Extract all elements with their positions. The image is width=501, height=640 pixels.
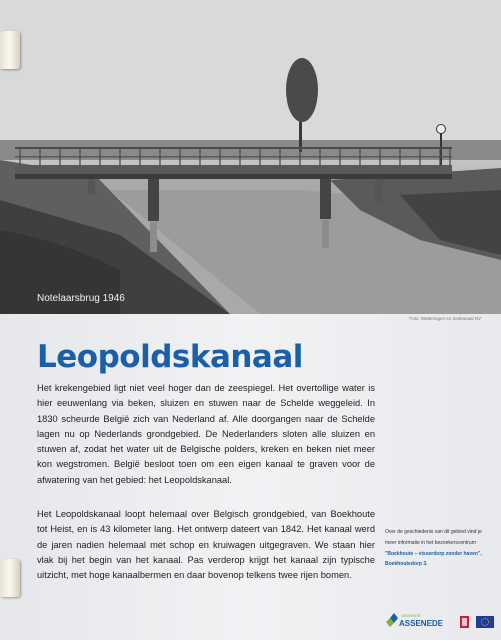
sponsor-logos bbox=[384, 612, 498, 634]
municipality-name: ASSENEDE bbox=[399, 619, 444, 628]
municipality-label: GEMEENTE bbox=[401, 614, 421, 618]
page-title: Leopoldskanaal bbox=[37, 339, 303, 375]
visitor-center-name: "Boekhoute – visserdorp zonder haven", bbox=[385, 550, 482, 557]
visitor-info bbox=[385, 527, 495, 570]
visitor-info-line1: Over de geschiedenis van dit gebied vind je bbox=[385, 529, 482, 535]
photo-credit: Foto: Watteringen en Zeekanaal NV bbox=[409, 316, 481, 321]
visitor-info-line2: meer informatie in het bezoekerscentrum bbox=[385, 539, 476, 546]
logo-strip bbox=[384, 612, 498, 634]
assenede-logo bbox=[386, 613, 444, 628]
visitor-center-address: Boekhoutedorp 3. bbox=[385, 561, 428, 568]
paragraph-canal: Het Leopoldskanaal loopt helemaal over Belgisch grondgebied, van Boekhoute tot Heist, en is 43 kilometer lang. Het ontwerp dateert van 1842. Het kanaal werd de jaren nadien helemaal met schop en kruiwagen uitgegraven. We staan hier vlak bij het begin van het kanaal. Pas verderop krijgt het kanaal zijn typische uitzicht, met hoge kanaalbermen en daar bovenop telkens twee rijen bomen. bbox=[37, 509, 375, 581]
mounting-bracket-top bbox=[0, 31, 20, 69]
paragraph-history: Het krekengebied ligt niet veel hoger dan de zeespiegel. Het overtollige water is hier eeuwenlang via beken, sluizen en stuwen naar de Schelde weggeleid. In 1830 scheurde België zich van Nederland af. Alle doorgangen naar de Schelde lagen nu op Nederlands grondgebied. De Nederlanders sloten alle sluizen en stuwen af, zodat het water uit de Belgische polders, kreken en beken niet meer kon wegstromen. België besloot toen om een eigen kanaal te graven voor de afwatering van het gebied: het Leopoldskanaal. bbox=[37, 383, 375, 485]
mounting-bracket-bottom bbox=[0, 559, 20, 597]
photo-caption: Notelaarsbrug 1946 bbox=[37, 293, 125, 304]
historic-photo bbox=[0, 0, 501, 314]
partner-logo bbox=[460, 616, 469, 628]
eu-flag-icon bbox=[476, 616, 494, 628]
photo-illustration bbox=[0, 0, 501, 314]
